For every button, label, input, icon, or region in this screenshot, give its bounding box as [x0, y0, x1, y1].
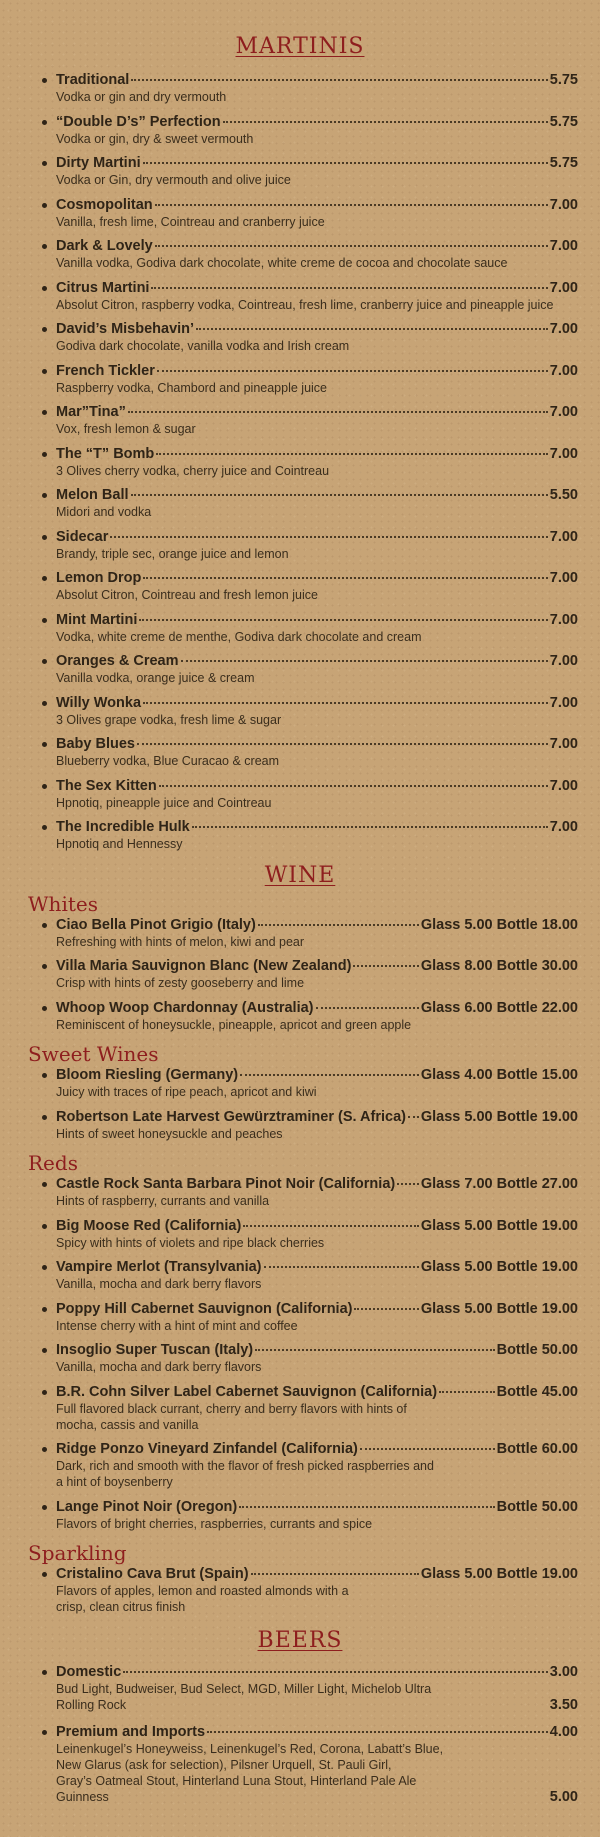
wine-item: [0, 958, 600, 1000]
item-price: 5.75: [549, 155, 578, 171]
item-name: Cristalino Cava Brut (Spain): [56, 1566, 249, 1582]
bullet-icon: [42, 825, 47, 830]
item-price: 7.00: [549, 570, 578, 586]
item-price: Bottle 50.00: [496, 1342, 578, 1358]
item-description: a hint of boysenberry: [56, 1475, 173, 1489]
bullet-icon: [42, 120, 47, 125]
item-price: 7.00: [549, 279, 578, 296]
item-description: Leinenkugel’s Honeyweiss, Leinenkugel’s Red, Corona, Labatt’s Blue,: [56, 1741, 444, 1756]
dot-leader: [255, 1349, 494, 1351]
item-description: Gray’s Oatmeal Stout, Hinterland Luna Stout, Hinterland Pale Ale: [56, 1773, 417, 1788]
item-price: Glass 5.00 Bottle 19.00: [420, 1259, 578, 1275]
item-price: 7.00: [549, 238, 578, 254]
sparkling-heading: Sparkling: [28, 1541, 127, 1565]
martini-item: [0, 778, 600, 820]
wine-item: [0, 1067, 600, 1109]
reds-heading: Reds: [28, 1151, 78, 1175]
dot-leader: [181, 660, 548, 662]
bullet-icon: [42, 1447, 47, 1452]
item-price: 3.00: [549, 1663, 578, 1680]
item-description: Vodka or gin and dry vermouth: [56, 90, 227, 104]
item-price: Bottle 60.00: [496, 1441, 578, 1457]
dot-leader: [360, 1448, 495, 1450]
wine-item: [0, 1441, 600, 1499]
item-name: Lemon Drop: [56, 570, 142, 586]
item-price: Glass 5.00 Bottle 19.00: [420, 1217, 578, 1234]
item-price: 7.00: [549, 777, 578, 794]
whites-heading: Whites: [28, 891, 98, 916]
item-description: Vanilla, mocha and dark berry flavors: [56, 1277, 262, 1291]
item-name: The Incredible Hulk: [56, 819, 190, 835]
dot-leader: [151, 287, 547, 289]
item-name: Vampire Merlot (Transylvania): [56, 1259, 262, 1275]
item-name: David’s Misbehavin’: [56, 321, 195, 337]
wine-item: [0, 1566, 600, 1624]
bullet-icon: [42, 1670, 47, 1675]
dot-leader: [207, 1731, 548, 1733]
item-description: Full flavored black currant, cherry and berry flavors with hints of: [56, 1401, 407, 1416]
item-price: 5.50: [549, 487, 578, 503]
item-description: Hpnotiq and Hennessy: [56, 837, 183, 851]
dot-leader: [353, 965, 418, 967]
dot-leader: [155, 245, 548, 247]
dot-leader: [439, 1391, 495, 1393]
dot-leader: [143, 577, 547, 579]
martini-item: [0, 72, 600, 114]
beers-title: BEERS: [257, 1627, 343, 1653]
item-name: Sidecar: [56, 528, 109, 545]
item-description: Juicy with traces of ripe peach, apricot and kiwi: [56, 1085, 317, 1099]
item-price: Glass 5.00 Bottle 19.00: [420, 1108, 578, 1125]
dot-leader: [192, 826, 548, 828]
bullet-icon: [42, 1265, 47, 1270]
item-name: Oranges & Cream: [56, 653, 179, 669]
item-description: Vanilla, fresh lime, Cointreau and cranberry juice: [56, 214, 325, 229]
item-name: Poppy Hill Cabernet Sauvignon (California): [56, 1300, 353, 1317]
martini-item: [0, 570, 600, 612]
bullet-icon: [42, 923, 47, 928]
item-price: 7.00: [549, 528, 578, 545]
wine-item: [0, 1342, 600, 1384]
item-price: 5.75: [549, 72, 578, 88]
item-name: Bloom Riesling (Germany): [56, 1067, 239, 1083]
item-name: Villa Maria Sauvignon Blanc (New Zealand): [56, 958, 352, 974]
bullet-icon: [42, 964, 47, 969]
dot-leader: [251, 1573, 419, 1575]
item-description: Reminiscent of honeysuckle, pineapple, apricot and green apple: [56, 1017, 412, 1032]
item-name: Whoop Woop Chardonnay (Australia): [56, 999, 314, 1016]
bullet-icon: [42, 1115, 47, 1120]
dot-leader: [157, 370, 548, 372]
bullet-icon: [42, 535, 47, 540]
bullet-icon: [42, 78, 47, 83]
bullet-icon: [42, 286, 47, 291]
martinis-list: [0, 72, 600, 861]
item-description: Vanilla, mocha and dark berry flavors: [56, 1360, 262, 1374]
bullet-icon: [42, 410, 47, 415]
wine-item: [0, 1218, 600, 1260]
item-price: Glass 6.00 Bottle 22.00: [420, 999, 578, 1016]
item-name: B.R. Cohn Silver Label Cabernet Sauvignon (California): [56, 1383, 438, 1400]
item-description: Crisp with hints of zesty gooseberry and lime: [56, 976, 305, 990]
item-description: crisp, clean citrus finish: [56, 1600, 186, 1614]
item-price: 7.00: [549, 404, 578, 420]
item-price: 4.00: [549, 1723, 578, 1740]
item-price: 7.00: [549, 736, 578, 752]
dot-leader: [196, 328, 548, 330]
item-name: Dark & Lovely: [56, 238, 153, 254]
bullet-icon: [42, 1348, 47, 1353]
dot-leader: [239, 1506, 494, 1508]
dot-leader: [155, 204, 548, 206]
bullet-icon: [42, 659, 47, 664]
item-price: 5.75: [549, 113, 578, 130]
item-price: Bottle 45.00: [496, 1383, 578, 1400]
bullet-icon: [42, 452, 47, 457]
wine-title: WINE: [264, 862, 336, 888]
item-name: Robertson Late Harvest Gewürztraminer (S. Africa): [56, 1108, 406, 1125]
dot-leader: [354, 1308, 418, 1310]
item-price: 7.00: [549, 653, 578, 669]
bullet-icon: [42, 1073, 47, 1078]
item-name: French Tickler: [56, 362, 155, 379]
wine-item: [0, 917, 600, 959]
item-price: 7.00: [549, 445, 578, 462]
extra-beer-price: 3.50: [549, 1696, 578, 1713]
wine-item: [0, 1109, 600, 1151]
martini-item: [0, 487, 600, 529]
item-description: Absolut Citron, raspberry vodka, Cointreau, fresh lime, cranberry juice and pineapple juice: [56, 297, 554, 312]
item-description: 3 Olives grape vodka, fresh lime & sugar: [56, 712, 282, 727]
item-description: Hints of sweet honeysuckle and peaches: [56, 1126, 283, 1141]
item-description: Refreshing with hints of melon, kiwi and pear: [56, 934, 305, 949]
dot-leader: [240, 1074, 419, 1076]
dot-leader: [123, 1671, 547, 1673]
item-description: Vodka or gin, dry & sweet vermouth: [56, 131, 254, 146]
item-price: 7.00: [549, 321, 578, 337]
dot-leader: [143, 702, 548, 704]
item-description: Bud Light, Budweiser, Bud Select, MGD, Miller Light, Michelob Ultra: [56, 1681, 432, 1696]
bullet-icon: [42, 203, 47, 208]
extra-beer-name: Guinness: [56, 1789, 109, 1804]
martini-item: [0, 404, 600, 446]
bullet-icon: [42, 161, 47, 166]
bullet-icon: [42, 493, 47, 498]
martini-item: [0, 695, 600, 737]
martini-item: [0, 612, 600, 654]
extra-beer-name: Rolling Rock: [56, 1697, 127, 1712]
item-name: Melon Ball: [56, 487, 129, 503]
martini-item: [0, 197, 600, 239]
item-name: Big Moose Red (California): [56, 1217, 242, 1234]
martinis-title: MARTINIS: [235, 34, 365, 59]
bullet-icon: [42, 618, 47, 623]
bullet-icon: [42, 1182, 47, 1187]
item-description: New Glarus (ask for selection), Pilsner Urquell, St. Pauli Girl,: [56, 1757, 392, 1772]
item-description: mocha, cassis and vanilla: [56, 1417, 199, 1432]
wine-item: [0, 1000, 600, 1042]
dot-leader: [137, 743, 548, 745]
martini-item: [0, 114, 600, 156]
item-name: Willy Wonka: [56, 694, 142, 711]
sweet-wines-heading: Sweet Wines: [28, 1042, 159, 1066]
item-price: 7.00: [549, 362, 578, 379]
martini-item: [0, 446, 600, 488]
item-price: Glass 8.00 Bottle 30.00: [420, 958, 578, 974]
dot-leader: [156, 453, 547, 455]
item-description: Godiva dark chocolate, vanilla vodka and Irish cream: [56, 339, 350, 353]
item-description: Raspberry vodka, Chambord and pineapple juice: [56, 380, 327, 395]
item-description: Vox, fresh lemon & sugar: [56, 422, 196, 436]
martini-item: [0, 280, 600, 322]
dot-leader: [258, 924, 419, 926]
wine-item: [0, 1259, 600, 1301]
item-description: Midori and vodka: [56, 505, 152, 519]
item-description: 3 Olives cherry vodka, cherry juice and Cointreau: [56, 463, 330, 478]
item-name: “Double D’s” Perfection: [56, 113, 221, 130]
extra-beer-price: 5.00: [549, 1788, 578, 1805]
dot-leader: [159, 785, 548, 787]
item-name: Mint Martini: [56, 611, 138, 628]
dot-leader: [131, 79, 547, 81]
item-name: Citrus Martini: [56, 279, 150, 296]
dot-leader: [408, 1116, 419, 1118]
item-name: Traditional: [56, 72, 130, 88]
item-price: 7.00: [549, 819, 578, 835]
bullet-icon: [42, 742, 47, 747]
item-description: Dark, rich and smooth with the flavor of fresh picked raspberries and: [56, 1459, 434, 1473]
item-name: Baby Blues: [56, 736, 135, 752]
martini-item: [0, 363, 600, 405]
martini-item: [0, 736, 600, 778]
bullet-icon: [42, 784, 47, 789]
bullet-icon: [42, 327, 47, 332]
martini-item: [0, 529, 600, 571]
bullet-icon: [42, 369, 47, 374]
item-description: Vanilla vodka, orange juice & cream: [56, 671, 255, 685]
item-price: Glass 5.00 Bottle 18.00: [420, 916, 578, 933]
item-price: 7.00: [549, 694, 578, 711]
dot-leader: [243, 1225, 419, 1227]
item-price: 7.00: [549, 196, 578, 213]
wine-item: [0, 1176, 600, 1218]
bullet-icon: [42, 1572, 47, 1577]
item-description: Vodka, white creme de menthe, Godiva dark chocolate and cream: [56, 629, 422, 644]
item-description: Vodka or Gin, dry vermouth and olive juice: [56, 173, 291, 187]
dot-leader: [264, 1266, 419, 1268]
bullet-icon: [42, 1307, 47, 1312]
item-price: Bottle 50.00: [496, 1498, 578, 1515]
martini-item: [0, 321, 600, 363]
item-name: Ridge Ponzo Vineyard Zinfandel (California): [56, 1441, 358, 1457]
bullet-icon: [42, 1505, 47, 1510]
item-description: Absolut Citron, Cointreau and fresh lemon juice: [56, 588, 318, 602]
dot-leader: [131, 494, 548, 496]
item-name: Lange Pinot Noir (Oregon): [56, 1498, 238, 1515]
item-price: Glass 7.00 Bottle 27.00: [420, 1176, 578, 1192]
bullet-icon: [42, 576, 47, 581]
item-name: Dirty Martini: [56, 155, 141, 171]
item-price: 7.00: [549, 611, 578, 628]
item-name: Premium and Imports: [56, 1723, 206, 1740]
dot-leader: [110, 536, 547, 538]
item-description: Spicy with hints of violets and ripe black cherries: [56, 1235, 325, 1250]
bullet-icon: [42, 701, 47, 706]
martini-item: [0, 653, 600, 695]
item-name: Ciao Bella Pinot Grigio (Italy): [56, 916, 256, 933]
dot-leader: [316, 1007, 419, 1009]
item-description: Flavors of bright cherries, raspberries, currants and spice: [56, 1516, 373, 1531]
martini-item: [0, 155, 600, 197]
item-description: Intense cherry with a hint of mint and coffee: [56, 1318, 298, 1333]
martini-item: [0, 819, 600, 861]
dot-leader: [139, 619, 547, 621]
item-description: Hpnotiq, pineapple juice and Cointreau: [56, 795, 272, 810]
wine-item: [0, 1499, 600, 1541]
dot-leader: [128, 411, 548, 413]
item-price: Glass 4.00 Bottle 15.00: [420, 1067, 578, 1083]
dot-leader: [397, 1183, 419, 1185]
item-description: Hints of raspberry, currants and vanilla: [56, 1194, 270, 1208]
dot-leader: [143, 162, 548, 164]
bullet-icon: [42, 1390, 47, 1395]
bullet-icon: [42, 1006, 47, 1011]
item-name: Insoglio Super Tuscan (Italy): [56, 1342, 254, 1358]
dot-leader: [223, 121, 548, 123]
item-description: Blueberry vodka, Blue Curacao & cream: [56, 754, 280, 768]
item-price: Glass 5.00 Bottle 19.00: [420, 1300, 578, 1317]
item-description: Brandy, triple sec, orange juice and lemon: [56, 546, 289, 561]
item-name: Domestic: [56, 1663, 122, 1680]
martini-item: [0, 238, 600, 280]
item-name: Cosmopolitan: [56, 196, 153, 213]
item-name: The “T” Bomb: [56, 445, 155, 462]
item-description: Flavors of apples, lemon and roasted almonds with a: [56, 1584, 349, 1598]
bullet-icon: [42, 1730, 47, 1735]
item-name: Mar”Tina”: [56, 404, 126, 420]
item-description: Vanilla vodka, Godiva dark chocolate, white creme de cocoa and chocolate sauce: [56, 256, 508, 270]
beer-item: [0, 1664, 600, 1724]
item-price: Glass 5.00 Bottle 19.00: [420, 1566, 578, 1582]
wine-item: [0, 1384, 600, 1442]
item-name: Castle Rock Santa Barbara Pinot Noir (California): [56, 1176, 396, 1192]
bullet-icon: [42, 244, 47, 249]
bullet-icon: [42, 1224, 47, 1229]
wine-item: [0, 1301, 600, 1343]
item-name: The Sex Kitten: [56, 777, 157, 794]
beer-item: [0, 1724, 600, 1814]
